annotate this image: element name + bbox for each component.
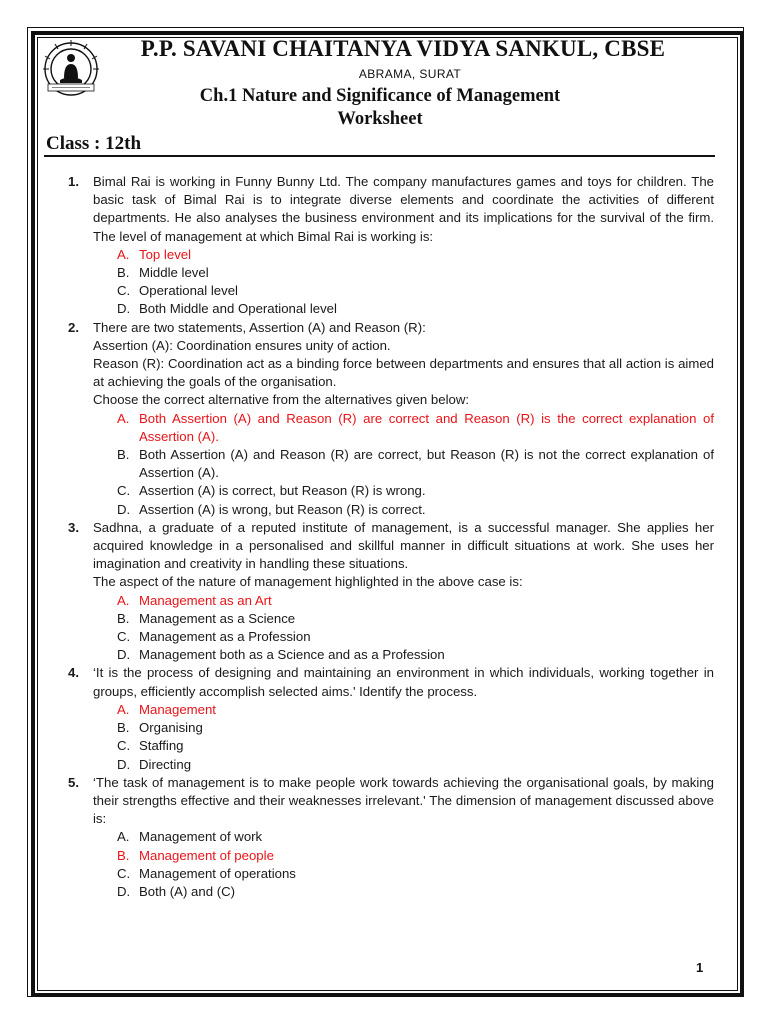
option: [93, 828, 714, 846]
option-list: [93, 701, 714, 774]
question-prompt: The aspect of the nature of management highlighted in the above case is:: [93, 574, 523, 590]
option-letter: B.: [117, 720, 130, 736]
option-letter: D.: [117, 301, 131, 317]
option-text: Management both as a Science and as a Profession: [139, 647, 445, 663]
option-text: Operational level: [139, 283, 238, 299]
assertion-line: Assertion (A): Coordination ensures unity of action.: [93, 337, 391, 353]
option: [93, 646, 714, 664]
option-text: Organising: [139, 720, 203, 736]
option-text: Both (A) and (C): [139, 883, 236, 899]
option-letter: D.: [117, 501, 131, 517]
option-letter: C.: [117, 738, 131, 754]
question-number: 5.: [68, 774, 79, 790]
option-text: Both Assertion (A) and Reason (R) are correct and Reason (R) is the correct explanation of Assertion (A).: [139, 410, 714, 444]
question-text: ‘The task of management is to make people work towards achieving the organisational goals, by making their strengths effective and their weaknesses irrelevant.' The dimension of management discussed above is:: [93, 774, 714, 827]
option-text: Management of work: [139, 829, 263, 845]
option-letter: C.: [117, 865, 131, 881]
option-text: Assertion (A) is correct, but Reason (R) is wrong.: [139, 483, 426, 499]
option-correct: [93, 246, 714, 264]
school-name: P.P. SAVANI CHAITANYA VIDYA SANKUL, CBSE: [140, 36, 666, 61]
question-number: 1.: [68, 174, 79, 189]
question-number: 3.: [68, 519, 79, 535]
question-number: 2.: [68, 319, 79, 335]
option-list: [93, 592, 714, 665]
question-list: [68, 173, 714, 901]
question-text: There are two statements, Assertion (A) and Reason (R):: [93, 319, 426, 335]
option-list: [93, 828, 714, 901]
option: [93, 865, 714, 883]
chapter-title: Ch.1 Nature and Significance of Management: [199, 86, 561, 106]
option: [93, 300, 714, 318]
option-letter: C.: [117, 629, 131, 645]
option-text: Management as a Science: [139, 610, 296, 626]
option-text: Staffing: [139, 738, 184, 754]
option-correct: [93, 847, 714, 865]
option: [93, 482, 714, 500]
option-text: Both Assertion (A) and Reason (R) are correct, but Reason (R) is not the correct explanation of Assertion (A).: [139, 447, 714, 481]
header-divider: [44, 155, 715, 157]
option-letter: A.: [117, 829, 130, 845]
option: [93, 501, 714, 519]
question-text: ‘It is the process of designing and maintaining an environment in which individuals, working together in groups, efficiently accomplish selected aims.' Identify the process.: [93, 665, 714, 699]
option-letter: A.: [117, 592, 130, 608]
option-correct: [93, 701, 714, 719]
option-text: Assertion (A) is wrong, but Reason (R) is correct.: [139, 501, 426, 517]
option-list: [93, 246, 714, 319]
option: [93, 610, 714, 628]
option-letter: A.: [117, 410, 130, 426]
question-text: Sadhna, a graduate of a reputed institute of management, is a successful manager. She applies her acquired knowledge in a personalised and skillful manner in difficult situations at work. She uses her imagination and creativity in handling these situations.: [93, 519, 714, 572]
option-text: Both Middle and Operational level: [139, 301, 337, 317]
option: [93, 628, 714, 646]
option-list: [93, 410, 714, 519]
school-location: ABRAMA, SURAT: [358, 67, 462, 81]
option: [93, 446, 714, 482]
option-text: Management: [139, 701, 216, 717]
option-letter: B.: [117, 447, 130, 463]
option: [93, 883, 714, 901]
option-correct: [93, 410, 714, 446]
option: [93, 264, 714, 282]
option-letter: A.: [117, 701, 130, 717]
document-type: Worksheet: [337, 109, 423, 129]
option-text: Management as a Profession: [139, 629, 311, 645]
option-letter: B.: [117, 610, 130, 626]
option-text: Management of people: [139, 847, 274, 863]
option: [93, 737, 714, 755]
option-letter: D.: [117, 647, 131, 663]
question-4: [68, 664, 714, 773]
option: [93, 719, 714, 737]
question-text: Bimal Rai is working in Funny Bunny Ltd. The company manufactures games and toys for children. The basic task of Bimal Rai is to integrate diverse elements and coordinate the activities of different departments. He also analyses the business environment and its implications for the survival of the firm. The level of management at which Bimal Rai is working is:: [93, 174, 714, 244]
option-letter: C.: [117, 283, 131, 299]
option-text: Management as an Art: [139, 592, 272, 608]
question-2: [68, 319, 714, 519]
option-letter: C.: [117, 483, 131, 499]
option-letter: D.: [117, 756, 131, 772]
option-letter: B.: [117, 265, 130, 281]
option-text: Top level: [139, 246, 192, 262]
option: [93, 756, 714, 774]
question-3: [68, 519, 714, 665]
question-number: 4.: [68, 665, 79, 681]
question-1: [68, 173, 714, 319]
option: [93, 282, 714, 300]
option-text: Middle level: [139, 265, 209, 281]
page-number: 1: [696, 960, 704, 975]
option-text: Management of operations: [139, 865, 296, 881]
option-correct: [93, 592, 714, 610]
option-text: Directing: [139, 756, 192, 772]
option-letter: D.: [117, 883, 131, 899]
option-letter: A.: [117, 246, 130, 262]
instruction-line: Choose the correct alternative from the alternatives given below:: [93, 392, 470, 408]
question-5: [68, 774, 714, 901]
reason-line: Reason (R): Coordination act as a binding force between departments and ensures that all action is aimed at achieving the goals of the organisation.: [93, 356, 714, 390]
option-letter: B.: [117, 847, 130, 863]
class-label: Class : 12th: [46, 133, 142, 154]
